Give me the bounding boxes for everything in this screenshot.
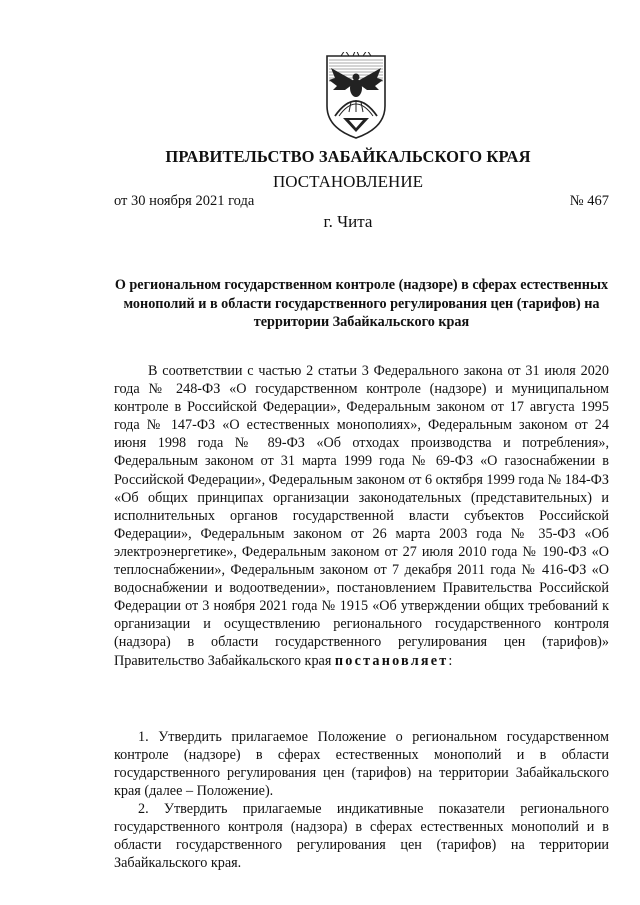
item-1-paragraph: 1. Утвердить прилагаемое Положение о региональном государственном контроле (надзоре) в сферах естественных монополий и в области государственного регулирования цен (тарифов) на территории Забайкальского края (далее – Положение). [114,729,609,800]
decree-colon: : [448,652,453,669]
city-name: г. Чита [323,212,373,231]
document-date: от 30 ноября 2021 года [114,193,255,209]
preamble-paragraph [114,362,609,670]
document-number: № 467 [569,193,609,209]
item-2-paragraph: 2. Утвердить прилагаемые индикативные показатели регионального государственного контроля (надзора) в сферах естественных монополий и в области государственного регулирования цен (тарифов) на территории Забайкальского края. [114,801,609,872]
decree-word: постановляет [334,652,449,669]
coat-of-arms-icon [321,52,391,142]
preamble-text: В соответствии с частью 2 статьи 3 Федерального закона от 31 июля 2020 года № 248-ФЗ «О государственном контроле (надзоре) и муниципальном контроле в Российской Федерации», Федеральным законом от 17 августа 1995 года № 147-ФЗ «О естественных монополиях», Федеральным законом от 24 июня 1998 года № 89-ФЗ «Об отходах производства и потребления», Федеральным законом от 31 марта 1999 года № 69-ФЗ «О газоснабжении в Российской Федерации», Федеральным законом от 6 октября 1999 года № 184-ФЗ «Об общих принципах организации законодательных (представительных) и исполнительных органов государственной власти субъектов Российской Федерации», Федеральным законом от 26 марта 2003 года № 35-ФЗ «Об электроэнергетике», Федеральным законом от 27 июля 2010 года № 190-ФЗ «О теплоснабжении», Федеральным законом от 7 декабря 2011 года № 416-ФЗ «О водоснабжении и водоотведении», постановлением Правительства Российской Федерации от 3 ноября 2021 года № 1915 «Об утверждении общих требований к организации и осуществлению регионального государственного контроля (надзора) в области государственного регулирования цен (тарифов)» Правительство Забайкальского края [114,363,609,669]
document-title: О региональном государственном контроле (надзоре) в сферах естественных монополий и в области государственного регулирования цен (тарифов) на территории Забайкальского края [114,277,609,330]
document-type: ПОСТАНОВЛЕНИЕ [272,172,423,191]
government-title: ПРАВИТЕЛЬСТВО ЗАБАЙКАЛЬСКОГО КРАЯ [165,147,531,166]
